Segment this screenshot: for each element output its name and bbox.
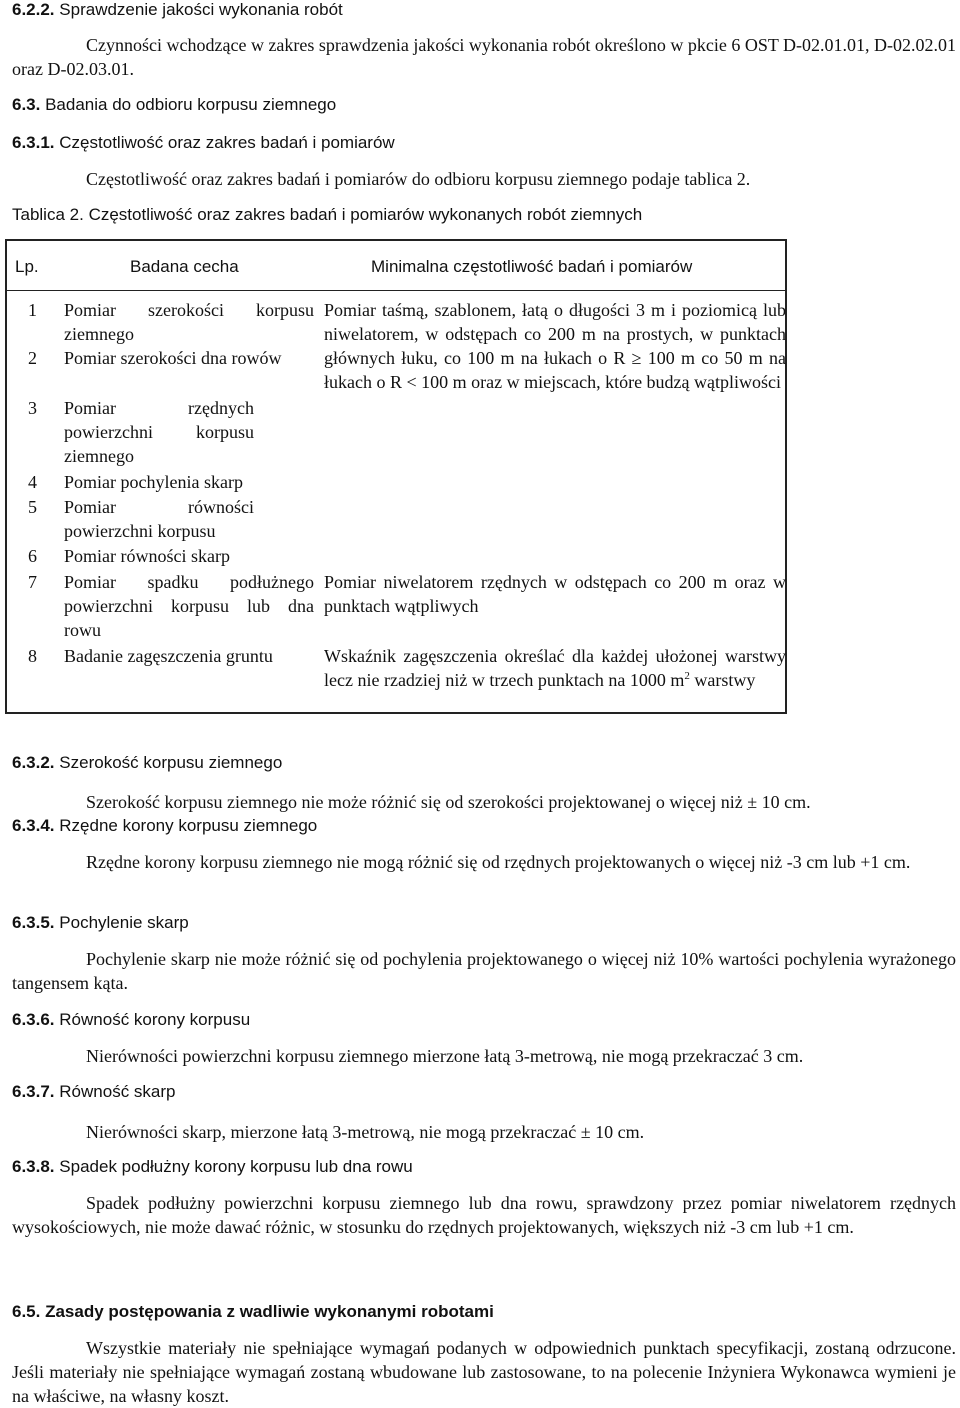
section-title: Szerokość korpusu ziemnego bbox=[59, 753, 283, 772]
heading-6-3 bbox=[12, 93, 336, 117]
section-number: 6.2.2. bbox=[12, 0, 55, 19]
section-number: 6.3.8. bbox=[12, 1157, 55, 1176]
row-2-feature: Pomiar szerokości dna rowów bbox=[64, 348, 282, 368]
section-number: 6.5. bbox=[12, 1302, 41, 1321]
row-8-lp: 8 bbox=[28, 646, 37, 666]
table-caption-label: Tablica 2. bbox=[12, 205, 84, 224]
table-caption-text: Częstotliwość oraz zakres badań i pomiarów wykonanych robót ziemnych bbox=[88, 205, 643, 224]
heading-6-3-7 bbox=[12, 1080, 176, 1104]
section-number: 6.3.7. bbox=[12, 1082, 55, 1101]
row-8-feature: Badanie zagęszczenia gruntu bbox=[64, 646, 273, 666]
paragraph-6-5: Wszystkie materiały nie spełniające wymagań podanych w odpowiednich punktach specyfikacji, zostaną odrzucone. Jeśli materiały nie spełniające wymagań zostaną wbudowane lub zastosowane, to na polecenie Inżyniera Wykonawca wymieni je na właściwe, na własny koszt. bbox=[12, 1338, 956, 1406]
section-title: Równość skarp bbox=[59, 1082, 176, 1101]
row-7-feature: Pomiar spadku podłużnego powierzchni korpusu lub dna rowu bbox=[64, 572, 314, 640]
header-feature: Badana cecha bbox=[130, 257, 239, 276]
header-frequency: Minimalna częstotliwość badań i pomiarów bbox=[371, 257, 693, 276]
header-lp: Lp. bbox=[15, 257, 39, 276]
paragraph-6-3-2: Szerokość korpusu ziemnego nie może różnić się od szerokości projektowanej o więcej niż ± 10 cm. bbox=[86, 792, 811, 812]
section-title: Badania do odbioru korpusu ziemnego bbox=[45, 95, 337, 114]
section-number: 6.3.1. bbox=[12, 133, 55, 152]
section-title: Częstotliwość oraz zakres badań i pomiarów bbox=[59, 133, 395, 152]
section-number: 6.3.2. bbox=[12, 753, 55, 772]
paragraph-6-3-4: Rzędne korony korpusu ziemnego nie mogą różnić się od rzędnych projektowanych o więcej niż -3 cm lub +1 cm. bbox=[86, 852, 911, 872]
row-2-lp: 2 bbox=[28, 348, 37, 368]
heading-6-3-5 bbox=[12, 911, 189, 935]
header-separator bbox=[7, 290, 785, 291]
section-title: Pochylenie skarp bbox=[59, 913, 189, 932]
section-title: Spadek podłużny korony korpusu lub dna rowu bbox=[59, 1157, 413, 1176]
section-number: 6.3. bbox=[12, 95, 41, 114]
row-5-feature: Pomiar równości powierzchni korpusu bbox=[64, 497, 254, 541]
paragraph-6-3-8: Spadek podłużny powierzchni korpusu ziemnego lub dna rowu, sprawdzony przez pomiar niwelatorem rzędnych wysokościowych, nie może dawać różnic, w stosunku do rzędnych projektowanych, większych niż -3 cm lub +1 cm. bbox=[12, 1193, 956, 1237]
heading-6-3-1 bbox=[12, 131, 395, 155]
heading-6-3-4 bbox=[12, 814, 317, 838]
heading-6-3-8 bbox=[12, 1155, 413, 1179]
row-4-feature: Pomiar pochylenia skarp bbox=[64, 472, 243, 492]
section-number: 6.3.6. bbox=[12, 1010, 55, 1029]
frequency-row-8 bbox=[324, 644, 786, 692]
section-number: 6.3.4. bbox=[12, 816, 55, 835]
frequency-row-8-superscript: 2 bbox=[684, 670, 690, 682]
row-6-feature: Pomiar równości skarp bbox=[64, 546, 230, 566]
row-5-lp: 5 bbox=[28, 497, 37, 517]
table-2 bbox=[5, 239, 787, 714]
row-6-lp: 6 bbox=[28, 546, 37, 566]
paragraph-6-3-7: Nierówności skarp, mierzone łatą 3-metrową, nie mogą przekraczać ± 10 cm. bbox=[86, 1122, 645, 1142]
paragraph-6-3-6: Nierówności powierzchni korpusu ziemnego mierzone łatą 3-metrową, nie mogą przekraczać 3 cm. bbox=[86, 1046, 804, 1066]
row-3-lp: 3 bbox=[28, 398, 37, 418]
section-title: Równość korony korpusu bbox=[59, 1010, 251, 1029]
row-4-lp: 4 bbox=[28, 472, 37, 492]
section-title: Zasady postępowania z wadliwie wykonanymi robotami bbox=[45, 1302, 494, 1321]
row-1-lp: 1 bbox=[28, 300, 37, 320]
paragraph-6-3-5: Pochylenie skarp nie może różnić się od pochylenia projektowanego o więcej niż 10% wartości pochylenia wyrażonego tangensem kąta. bbox=[12, 949, 956, 993]
table-caption bbox=[12, 203, 642, 227]
section-title: Rzędne korony korpusu ziemnego bbox=[59, 816, 318, 835]
paragraph-6-2-2: Czynności wchodzące w zakres sprawdzenia jakości wykonania robót określono w pkcie 6 OST D-02.01.01, D-02.02.01 oraz D-02.03.01. bbox=[12, 35, 956, 79]
heading-6-3-6 bbox=[12, 1008, 250, 1032]
heading-6-5 bbox=[12, 1300, 494, 1324]
paragraph-6-3-1: Częstotliwość oraz zakres badań i pomiarów do odbioru korpusu ziemnego podaje tablica 2. bbox=[86, 169, 751, 189]
row-1-feature: Pomiar szerokości korpusu ziemnego bbox=[64, 300, 314, 344]
section-title: Sprawdzenie jakości wykonania robót bbox=[59, 0, 343, 19]
row-3-feature: Pomiar rzędnych powierzchni korpusu ziemnego bbox=[64, 398, 254, 466]
frequency-row-7: Pomiar niwelatorem rzędnych w odstępach co 200 m oraz w punktach wątpliwych bbox=[324, 572, 786, 616]
frequency-rows-1-6: Pomiar taśmą, szablonem, łatą o długości 3 m i poziomicą lub niwelatorem, w odstępach co 200 m na prostych, w punktach głównych łuku, co 100 m na łukach o R ≥ 100 m co 50 m na łukach o R < 100 m oraz w miejscach, które budzą wątpliwości bbox=[324, 300, 786, 392]
heading-6-3-2 bbox=[12, 751, 282, 775]
row-7-lp: 7 bbox=[28, 572, 37, 592]
heading-6-2-2 bbox=[12, 0, 343, 22]
frequency-row-8-tail: warstwy bbox=[689, 670, 756, 690]
section-number: 6.3.5. bbox=[12, 913, 55, 932]
frequency-row-8-text: Wskaźnik zagęszczenia określać dla każdej ułożonej warstwy lecz nie rzadziej niż w trzech punktach na 1000 m bbox=[324, 646, 786, 690]
